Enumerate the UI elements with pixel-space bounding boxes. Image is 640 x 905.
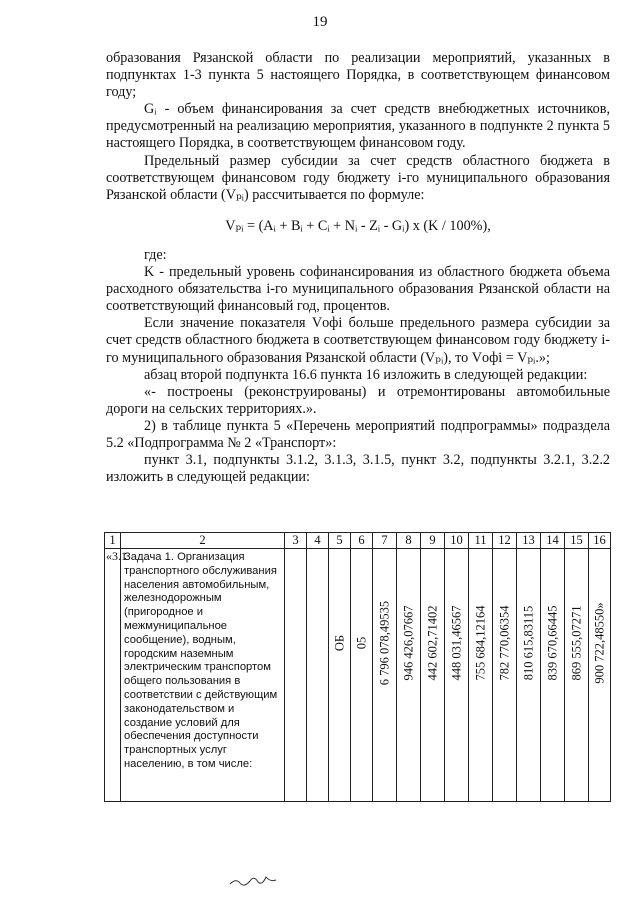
column-header: 2 <box>121 533 285 549</box>
code: 05 <box>354 636 368 650</box>
value-cell <box>469 549 493 802</box>
table-row <box>105 549 611 802</box>
paragraph-k-definition: K - предельный уровень софинансирования из областного бюджета объема расходного обязательства i-го муниципального образования Рязанской области на соответствующий финансовый год, процентов. <box>106 264 610 315</box>
handwritten-mark <box>226 868 286 890</box>
value-cell <box>517 549 541 802</box>
code-cell <box>351 549 373 802</box>
paragraph-where: где: <box>144 246 167 263</box>
column-header: 14 <box>541 533 565 549</box>
row-number: «3.1 <box>105 549 121 802</box>
paragraph-1: образования Рязанской области по реализации мероприятий, указанных в подпунктах 1-3 пункта 5 настоящего Порядка, в соответствующем финансовом году; <box>106 50 610 101</box>
value-year: 755 684,12164 <box>473 605 487 681</box>
page-number: 19 <box>312 14 328 30</box>
column-header: 6 <box>351 533 373 549</box>
value-year: 900 722,48550» <box>592 602 606 684</box>
value-cell <box>445 549 469 802</box>
paragraph-3: Предельный размер субсидии за счет средств областного бюджета в соответствующем финансовом году бюджету i-го муниципального образования Рязанской области (Vₚᵢ) рассчитывается по формуле: <box>106 152 610 203</box>
task-description: Задача 1. Организация транспортного обслуживания населения автомобильным, железнодорожным (пригородное и межмуниципальное сообщение), водным, городским наземным электрическим транспортом общего пользования в соответствии с действующим законодательством и создание условий для обеспечения доступности транспортных услуг населению, в том числе: <box>121 549 285 802</box>
column-header: 1 <box>105 533 121 549</box>
funding-source: ОБ <box>332 634 346 652</box>
column-header: 10 <box>445 533 469 549</box>
value-year: 448 031,46567 <box>449 605 463 681</box>
paragraph-items: пункт 3.1, подпункты 3.1.2, 3.1.3, 3.1.5, пункт 3.2, подпункты 3.2.1, 3.2.2 изложить в следующей редакции: <box>106 452 610 486</box>
body-text <box>106 50 610 486</box>
value-cell <box>421 549 445 802</box>
paragraph-abzac: абзац второй подпункта 16.6 пункта 16 изложить в следующей редакции: <box>144 366 588 383</box>
value-total: 6 796 078,49535 <box>377 600 391 686</box>
paragraph-2: Gᵢ - объем финансирования за счет средств внебюджетных источников, предусмотренный на реализацию мероприятия, указанного в подпункте 2 пункта 5 настоящего Порядка, в соответствующем финансовом году. <box>106 101 610 152</box>
column-header: 9 <box>421 533 445 549</box>
paragraph-item-2: 2) в таблице пункта 5 «Перечень мероприятий подпрограммы» подраздела 5.2 «Подпрограмма № 2 «Транспорт»: <box>106 417 610 451</box>
value-cell <box>373 549 397 802</box>
value-year: 946 426,07667 <box>401 605 415 681</box>
value-cell <box>541 549 565 802</box>
paragraph-if-value: Если значение показателя Vофi больше предельного размера субсидии за счет средств областного бюджета в соответствующем финансовом году бюджету i-го муниципального образования Рязанской области (Vₚᵢ), то Vофi = Vₚᵢ.»; <box>106 315 610 366</box>
measures-table <box>104 532 611 802</box>
column-header: 16 <box>589 533 611 549</box>
column-header: 13 <box>517 533 541 549</box>
funding-source-cell <box>329 549 351 802</box>
value-year: 782 770,06354 <box>497 605 511 681</box>
column-header: 3 <box>285 533 307 549</box>
column-header: 5 <box>329 533 351 549</box>
column-header: 11 <box>469 533 493 549</box>
column-header: 7 <box>373 533 397 549</box>
value-year: 442 602,71402 <box>425 605 439 681</box>
value-cell <box>565 549 589 802</box>
value-cell <box>493 549 517 802</box>
value-year: 839 670,66445 <box>545 605 559 681</box>
value-year: 810 615,83115 <box>521 605 535 681</box>
column-header: 15 <box>565 533 589 549</box>
paragraph-quote: «- построены (реконструированы) и отремонтированы автомобильные дороги на сельских территориях.». <box>106 383 610 417</box>
value-year: 869 555,07271 <box>569 605 583 681</box>
value-cell <box>589 549 611 802</box>
table-header-row <box>105 533 611 549</box>
formula: Vₚᵢ = (Aᵢ + Bᵢ + Cᵢ + Nᵢ - Zᵢ - Gᵢ) x (K / 100%), <box>225 217 491 234</box>
cell-col-4 <box>307 549 329 802</box>
column-header: 8 <box>397 533 421 549</box>
cell-col-3 <box>285 549 307 802</box>
column-header: 12 <box>493 533 517 549</box>
column-header: 4 <box>307 533 329 549</box>
value-cell <box>397 549 421 802</box>
